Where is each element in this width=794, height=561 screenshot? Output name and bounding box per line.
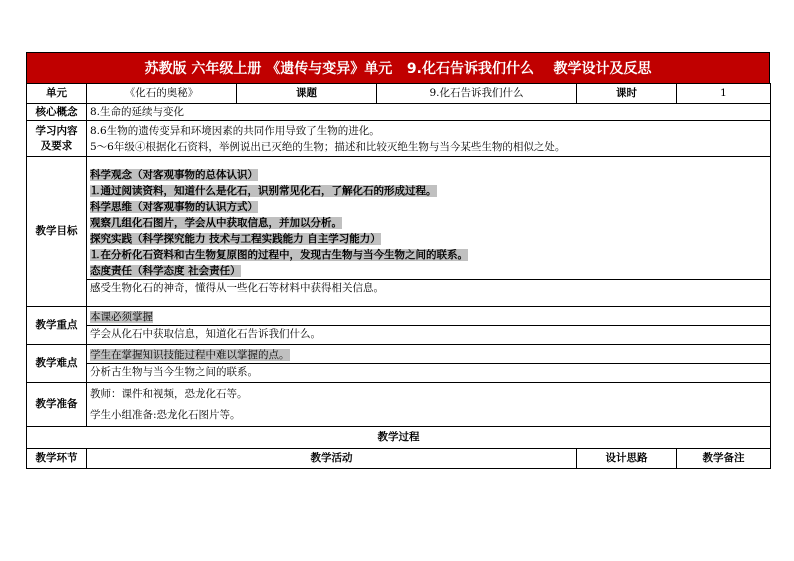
core-concept-value: 8.生命的延续与变化 bbox=[87, 104, 771, 121]
difficulty-label: 教学难点 bbox=[27, 345, 87, 383]
prep-label: 教学准备 bbox=[27, 383, 87, 427]
content-row bbox=[27, 121, 771, 157]
key-points-line1: 本课必须掌握 bbox=[90, 311, 153, 323]
goal-line-2: ⒈通过阅读资料，知道什么是化石，识别常见化石，了解化石的形成过程。 bbox=[90, 185, 437, 197]
difficulty-content bbox=[87, 345, 771, 383]
core-concept-label: 核心概念 bbox=[27, 104, 87, 121]
process-header-row bbox=[27, 449, 771, 469]
process-col-stage: 教学环节 bbox=[27, 449, 87, 469]
difficulty-row bbox=[27, 345, 771, 383]
difficulty-line1: 学生在掌握知识技能过程中难以掌握的点。 bbox=[90, 349, 290, 361]
goal-line-4: 观察几组化石图片，学会从中获取信息，并加以分析。 bbox=[90, 217, 342, 229]
content-label-line1: 学习内容 bbox=[35, 124, 78, 137]
content-label-line2: 及要求 bbox=[40, 139, 73, 152]
goal-line-5: 探究实践（科学探究能力 技术与工程实践能力 自主学习能力） bbox=[90, 233, 381, 245]
prep-content bbox=[87, 383, 771, 427]
content-line2: 5～6年级④根据化石资料，举例说出已灭绝的生物；描述和比较灭绝生物与当今某些生物的相似之处。 bbox=[90, 140, 566, 153]
unit-value: 《化石的奥秘》 bbox=[87, 84, 237, 104]
prep-line2: 学生小组准备:恐龙化石图片等。 bbox=[90, 408, 241, 421]
goals-content bbox=[87, 157, 771, 307]
period-label: 课时 bbox=[577, 84, 677, 104]
goals-label: 教学目标 bbox=[27, 157, 87, 307]
process-title-row bbox=[27, 427, 771, 449]
lesson-plan-document bbox=[26, 52, 770, 469]
topic-value: 9.化石告诉我们什么 bbox=[377, 84, 577, 104]
content-label bbox=[27, 121, 87, 157]
prep-line1: 教师：课件和视频，恐龙化石等。 bbox=[90, 387, 248, 400]
goal-line-1: 科学观念（对客观事物的总体认识） bbox=[90, 169, 258, 181]
difficulty-line2: 分析古生物与当今生物之间的联系。 bbox=[90, 366, 258, 378]
key-points-content bbox=[87, 307, 771, 345]
topic-label: 课题 bbox=[237, 84, 377, 104]
goal-line-8: 感受生物化石的神奇，懂得从一些化石等材料中获得相关信息。 bbox=[87, 279, 770, 296]
unit-label: 单元 bbox=[27, 84, 87, 104]
process-title: 教学过程 bbox=[27, 427, 771, 449]
document-title-banner: 苏教版 六年级上册 《遗传与变异》单元 9.化石告诉我们什么 教学设计及反思 bbox=[26, 52, 770, 83]
goal-line-3: 科学思维（对客观事物的认识方式） bbox=[90, 201, 258, 213]
content-value bbox=[87, 121, 771, 157]
goal-line-6: ⒈在分析化石资料和古生物复原图的过程中，发现古生物与当今生物之间的联系。 bbox=[90, 249, 468, 261]
core-concept-row bbox=[27, 104, 771, 121]
goals-row bbox=[27, 157, 771, 307]
key-points-row bbox=[27, 307, 771, 345]
process-col-design: 设计思路 bbox=[577, 449, 677, 469]
unit-row bbox=[27, 84, 771, 104]
key-points-label: 教学重点 bbox=[27, 307, 87, 345]
lesson-plan-table bbox=[26, 83, 771, 469]
prep-row bbox=[27, 383, 771, 427]
goal-line-7: 态度责任（科学态度 社会责任） bbox=[90, 265, 241, 277]
process-col-notes: 教学备注 bbox=[677, 449, 771, 469]
process-col-activity: 教学活动 bbox=[87, 449, 577, 469]
key-points-line2: 学会从化石中获取信息，知道化石告诉我们什么。 bbox=[90, 328, 321, 340]
content-line1: 8.6生物的遗传变异和环境因素的共同作用导致了生物的进化。 bbox=[90, 124, 380, 137]
period-value: 1 bbox=[677, 84, 771, 104]
